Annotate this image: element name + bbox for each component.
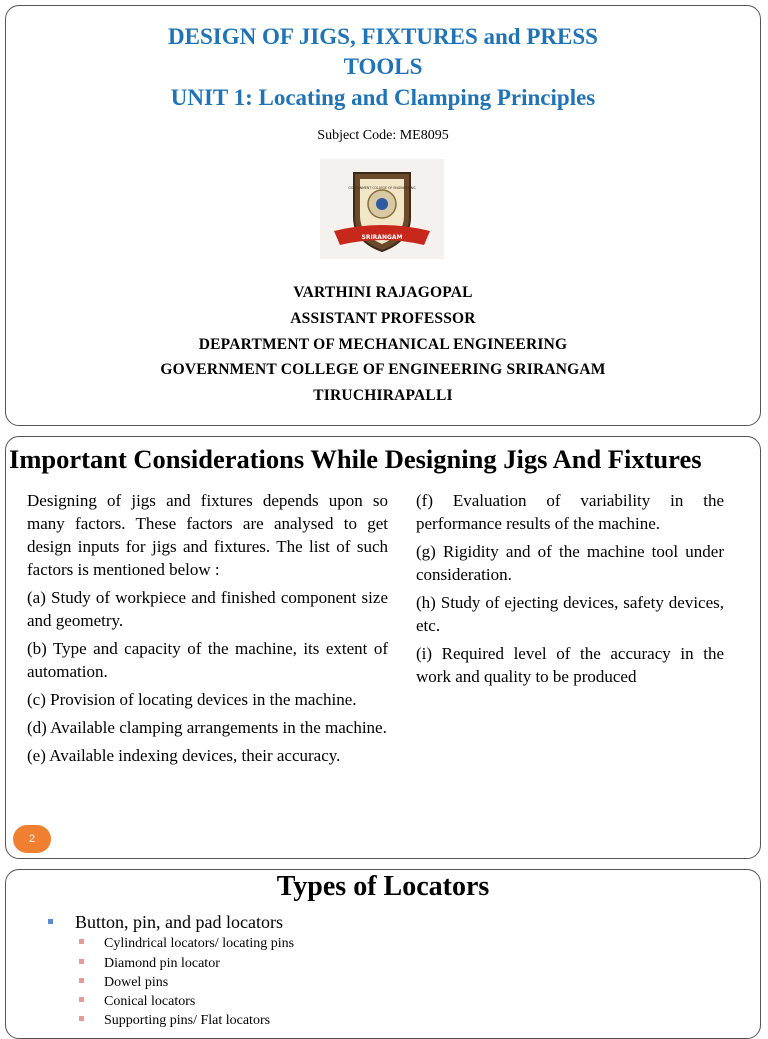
author-college: GOVERNMENT COLLEGE OF ENGINEERING SRIRANGAM [160,361,606,378]
sub-bullet-item [79,994,195,1010]
slide-title: Types of Locators [276,871,490,902]
author-name: VARTHINI RAJAGOPAL [293,284,473,301]
square-bullet-icon [48,919,53,924]
square-bullet-icon [79,997,84,1002]
sub-bullet-text: Diamond pin locator [104,956,220,971]
course-title-line1: DESIGN OF JIGS, FIXTURES and PRESS [168,24,598,49]
considerations-slide [5,436,761,859]
sub-bullet-item [79,956,220,972]
college-logo [320,159,444,259]
paragraph: (b) Type and capacity of the machine, its extent of automation. [27,639,388,681]
sub-bullet-item [79,936,294,952]
subject-code: Subject Code: ME8095 [317,128,449,143]
bullet-text: Button, pin, and pad locators [75,912,283,932]
logo-banner-text: SRIRANGAM [361,234,403,241]
sub-bullet-item [79,975,168,991]
paragraph: (a) Study of workpiece and finished component size and geometry. [27,588,388,630]
left-column [27,489,388,772]
sub-bullet-item [79,1013,270,1029]
paragraph: (i) Required level of the accuracy in the work and quality to be produced [416,644,724,686]
author-designation: ASSISTANT PROFESSOR [290,310,476,327]
paragraph: Designing of jigs and fixtures depends upon so many factors. These factors are analysed to get design inputs for jigs and fixtures. The list of such factors is mentioned below : [27,491,388,579]
paragraph: (c) Provision of locating devices in the machine. [27,690,357,709]
paragraph: (h) Study of ejecting devices, safety devices, etc. [416,593,724,635]
slide-title: Important Considerations While Designing Jigs And Fixtures [9,444,702,474]
square-bullet-icon [79,939,84,944]
author-city: TIRUCHIRAPALLI [313,387,453,404]
logo-ring-text: GOVERNMENT COLLEGE OF ENGINEERING [348,186,416,190]
page-number-badge: 2 [13,825,51,853]
right-column [416,489,724,693]
locators-slide [5,869,761,1039]
title-slide [5,5,761,426]
course-title-line2: TOOLS [343,54,423,79]
square-bullet-icon [79,959,84,964]
unit-title: UNIT 1: Locating and Clamping Principles [170,85,596,110]
sub-bullet-text: Dowel pins [104,975,169,990]
sub-bullet-text: Cylindrical locators/ locating pins [104,936,295,951]
paragraph: (d) Available clamping arrangements in the machine. [27,718,387,737]
square-bullet-icon [79,1016,84,1021]
bullet-item [48,912,283,933]
sub-bullet-text: Supporting pins/ Flat locators [104,1013,271,1028]
square-bullet-icon [79,978,84,983]
paragraph: (g) Rigidity and of the machine tool under consideration. [416,542,724,584]
paragraph: (e) Available indexing devices, their accuracy. [27,746,341,765]
paragraph: (f) Evaluation of variability in the performance results of the machine. [416,491,724,533]
author-department: DEPARTMENT OF MECHANICAL ENGINEERING [198,336,568,353]
sub-bullet-text: Conical locators [104,994,196,1009]
